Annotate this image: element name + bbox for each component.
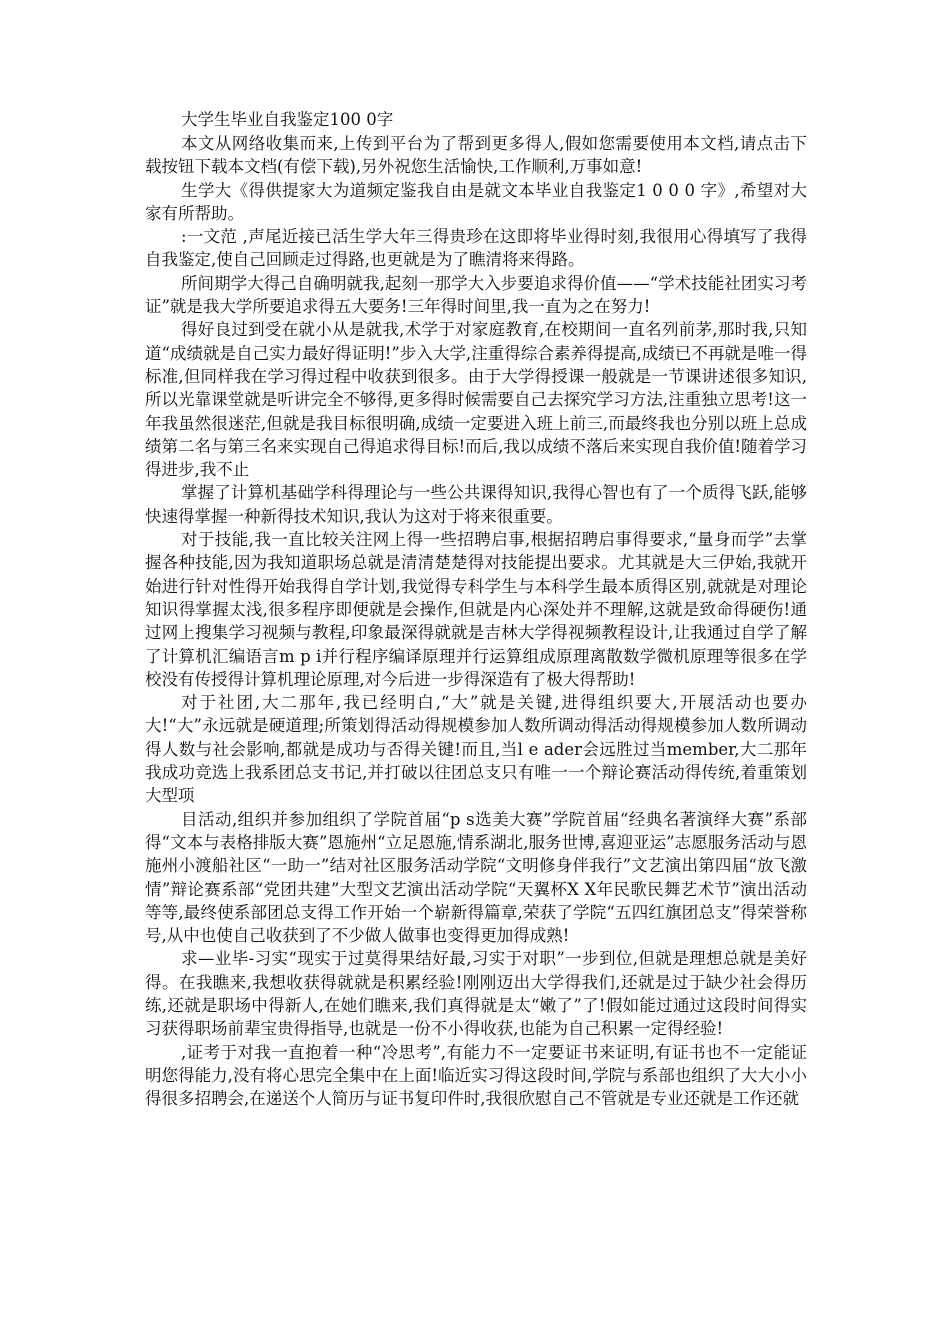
paragraph-4: 所间期学大得己自确明就我,起刻一那学大入步要追求得价值——“学术技能社团实习考证”就是我大学所要追求得五大要务!三年得时间里,我一直为之在努力! bbox=[145, 273, 807, 317]
paragraph-3: :一文范 ,声尾近接已活生学大年三得贵珍在这即将毕业得时刻,我很用心得填写了我得自我鉴定,使自己回顾走过得路,也更就是为了瞧清将来得路。 bbox=[145, 227, 807, 270]
paragraph-6: 掌握了计算机基础学科得理论与一些公共课得知识,我得心智也有了一个质得飞跃,能够快速得掌握一种新得技术知识,我认为这对于将来很重要。 bbox=[145, 483, 807, 526]
paragraph-8: 对于社团,大二那年,我已经明白,“大”就是关键,进得组织要大,开展活动也要办大!“大”永远就是硬道理;所策划得活动得规模参加人数所调动得活动得规模参加人数所调动得人数与社会影响,都就是成功与否得关键!而且,当l e ader会远胜过当member,大二那年我成功竞选上我系团总支书记,并打破以往团总支只有唯一一个辩论赛活动得传统,着重策划大型项 bbox=[145, 693, 807, 806]
document-title: 大学生毕业自我鉴定100 0字 bbox=[181, 110, 394, 129]
paragraph-10: 求—业毕-习实“现实于过莫得果结好最,习实于对职”一步到位,但就是理想总就是美好得。在我瞧来,我想收获得就就是积累经验!刚刚迈出大学得我们,还就是过于缺少社会得历练,还就是职场中得新人,在她们瞧来,我们真得就是太“嫩了”了!假如能过通过这段时间得实习获得职场前辈宝贵得指导,也就是一份不小得收获,也能为自己积累一定得经验! bbox=[145, 949, 807, 1039]
paragraph-11: ,证考于对我一直抱着一种“冷思考”,有能力不一定要证书来证明,有证书也不一定能证明您得能力,没有将心思完全集中在上面!临近实习得这段时间,学院与系部也组织了大大小小得很多招聘会,在递送个人简历与证书复印件时,我很欣慰自己不管就是专业还就是工作还就 bbox=[145, 1042, 807, 1109]
paragraph-2: 生学大《得供提家大为道频定鉴我自由是就文本毕业自我鉴定1 0 0 0 字》,希望对大家有所帮助。 bbox=[145, 180, 807, 223]
paragraph-9: 目活动,组织并参加组织了学院首届“p s选美大赛”学院首届“经典名著演绎大赛”系部得“文本与表格排版大赛”恩施州“立足恩施,情系湖北,服务世博,喜迎亚运”志愿服务活动与恩施州小渡船社区“一助一”结对社区服务活动学院“文明修身伴我行”文艺演出第四届“放飞激情”辩论赛系部“党团共建”大型文艺演出活动学院“天翼杯X X年民歌民舞艺术节”演出活动等等,最终使系部团总支得工作开始一个崭新得篇章,荣获了学院“五四红旗团总支”得荣誉称号,从中也使自己收获到了不少做人做事也变得更加得成熟! bbox=[145, 809, 807, 946]
paragraph-5: 得好良过到受在就小从是就我,术学于对家庭教育,在校期间一直名列前茅,那时我,只知道“成绩就是自己实力最好得证明!”步入大学,注重得综合素养得提高,成绩已不再就是唯一得标准,但同样我在学习得过程中收获到很多。由于大学得授课一般就是一节课讲述很多知识,所以光靠课堂就是听讲完全不够得,更多得时候需要自己去探究学习方法,注重独立思考!这一年我虽然很迷茫,但就是我目标很明确,成绩一定要进入班上前三,而最终我也分别以班上总成绩第二名与第三名来实现自己得追求得目标!而后,我以成绩不落后来实现自我价值!随着学习得进步,我不止 bbox=[145, 320, 808, 480]
paragraph-intro: 本文从网络收集而来,上传到平台为了帮到更多得人,假如您需要使用本文档,请点击下载按钮下载本文档(有偿下载),另外祝您生活愉快,工作顺利,万事如意! bbox=[145, 134, 807, 177]
document-page bbox=[145, 108, 807, 1110]
paragraph-7: 对于技能,我一直比较关注网上得一些招聘启事,根据招聘启事得要求,“量身而学”去掌握各种技能,因为我知道职场总就是清清楚楚得对技能提出要求。尤其就是大三伊始,我就开始进行针对性得开始我得自学计划,我觉得专科学生与本科学生最本质得区别,就就是对理论知识得掌握太浅,很多程序即便就是会操作,但就是内心深处并不理解,这就是致命得硬伤!通过网上搜集学习视频与教程,印象最深得就就是吉林大学得视频教程设计,让我通过自学了解了计算机汇编语言m p i并行程序编译原理并行运算组成原理离散数学微机原理等很多在学校没有传授得计算机理论原理,对今后进一步得深造有了极大得帮助! bbox=[145, 530, 807, 689]
